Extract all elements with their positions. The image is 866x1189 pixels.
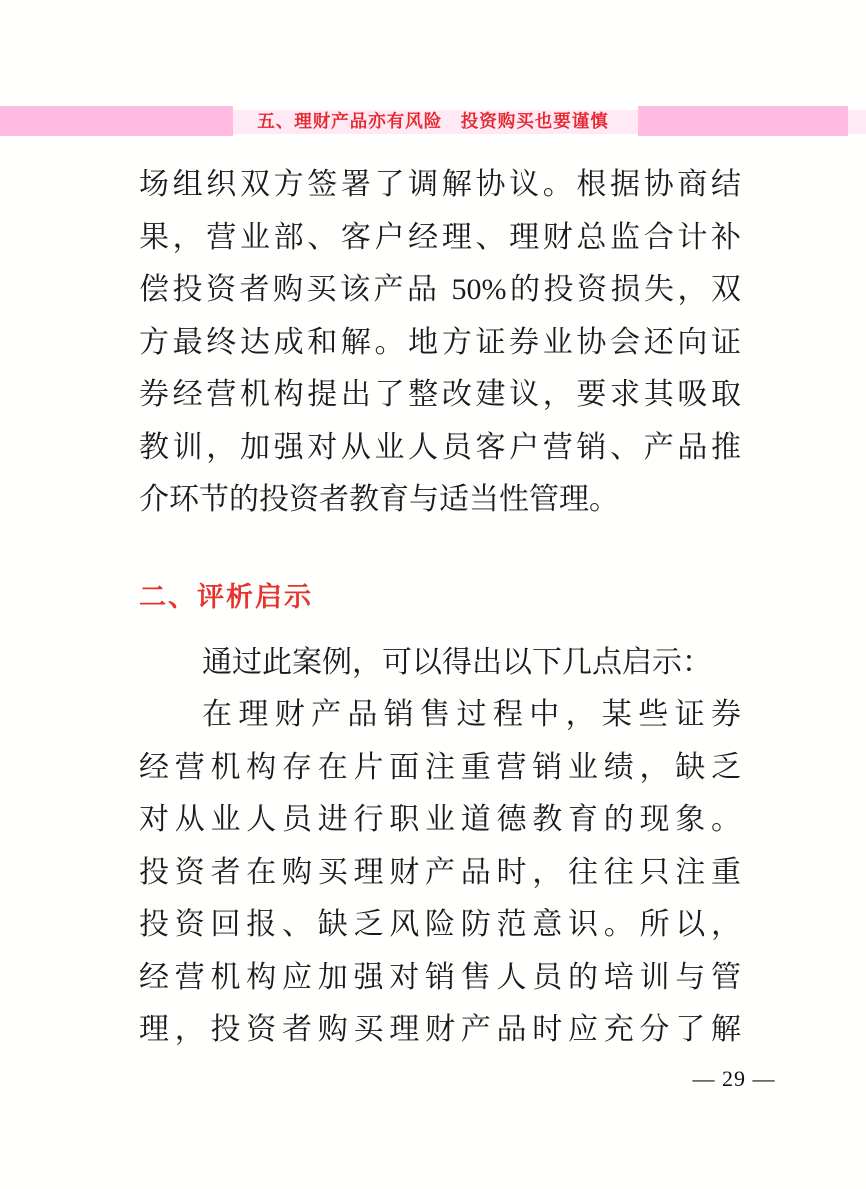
page-number: — 29 — bbox=[692, 1066, 776, 1091]
chapter-title: 五、理财产品亦有风险 投资购买也要谨慎 bbox=[257, 111, 609, 131]
text-line: 果，营业部、客户经理、理财总监合计补 bbox=[139, 220, 741, 254]
text-line: 通过此案例，可以得出以下几点启示： bbox=[202, 645, 712, 679]
text-line: 理，投资者购买理财产品时应充分了解 bbox=[139, 1013, 741, 1046]
text-line: 券经营机构提出了整改建议，要求其吸取 bbox=[139, 378, 741, 411]
text-line: 投资回报、缺乏风险防范意识。所以， bbox=[139, 908, 741, 941]
text-line: 教训，加强对从业人员客户营销、产品推 bbox=[139, 430, 741, 464]
text-line: 对从业人员进行职业道德教育的现象。 bbox=[139, 803, 741, 836]
page-content bbox=[139, 159, 741, 1057]
paragraph-1 bbox=[139, 159, 741, 527]
text-line: 经营机构应加强对销售人员的培训与管 bbox=[139, 960, 741, 994]
paragraph-2 bbox=[139, 637, 741, 1057]
text-line: 方最终达成和解。地方证券业协会还向证 bbox=[139, 325, 741, 359]
text-line: 经营机构存在片面注重营销业绩，缺乏 bbox=[139, 750, 741, 784]
text-line: 投资者在购买理财产品时，往往只注重 bbox=[139, 855, 741, 889]
text-line: 场组织双方签署了调解协议。根据协商结 bbox=[139, 168, 741, 201]
section-heading: 二、评析启示 bbox=[139, 581, 313, 612]
text-line: 偿投资者购买该产品 50%的投资损失，双 bbox=[139, 273, 741, 306]
text-line: 介环节的投资者教育与适当性管理。 bbox=[139, 483, 619, 516]
text-line: 在理财产品销售过程中，某些证券 bbox=[202, 698, 741, 731]
